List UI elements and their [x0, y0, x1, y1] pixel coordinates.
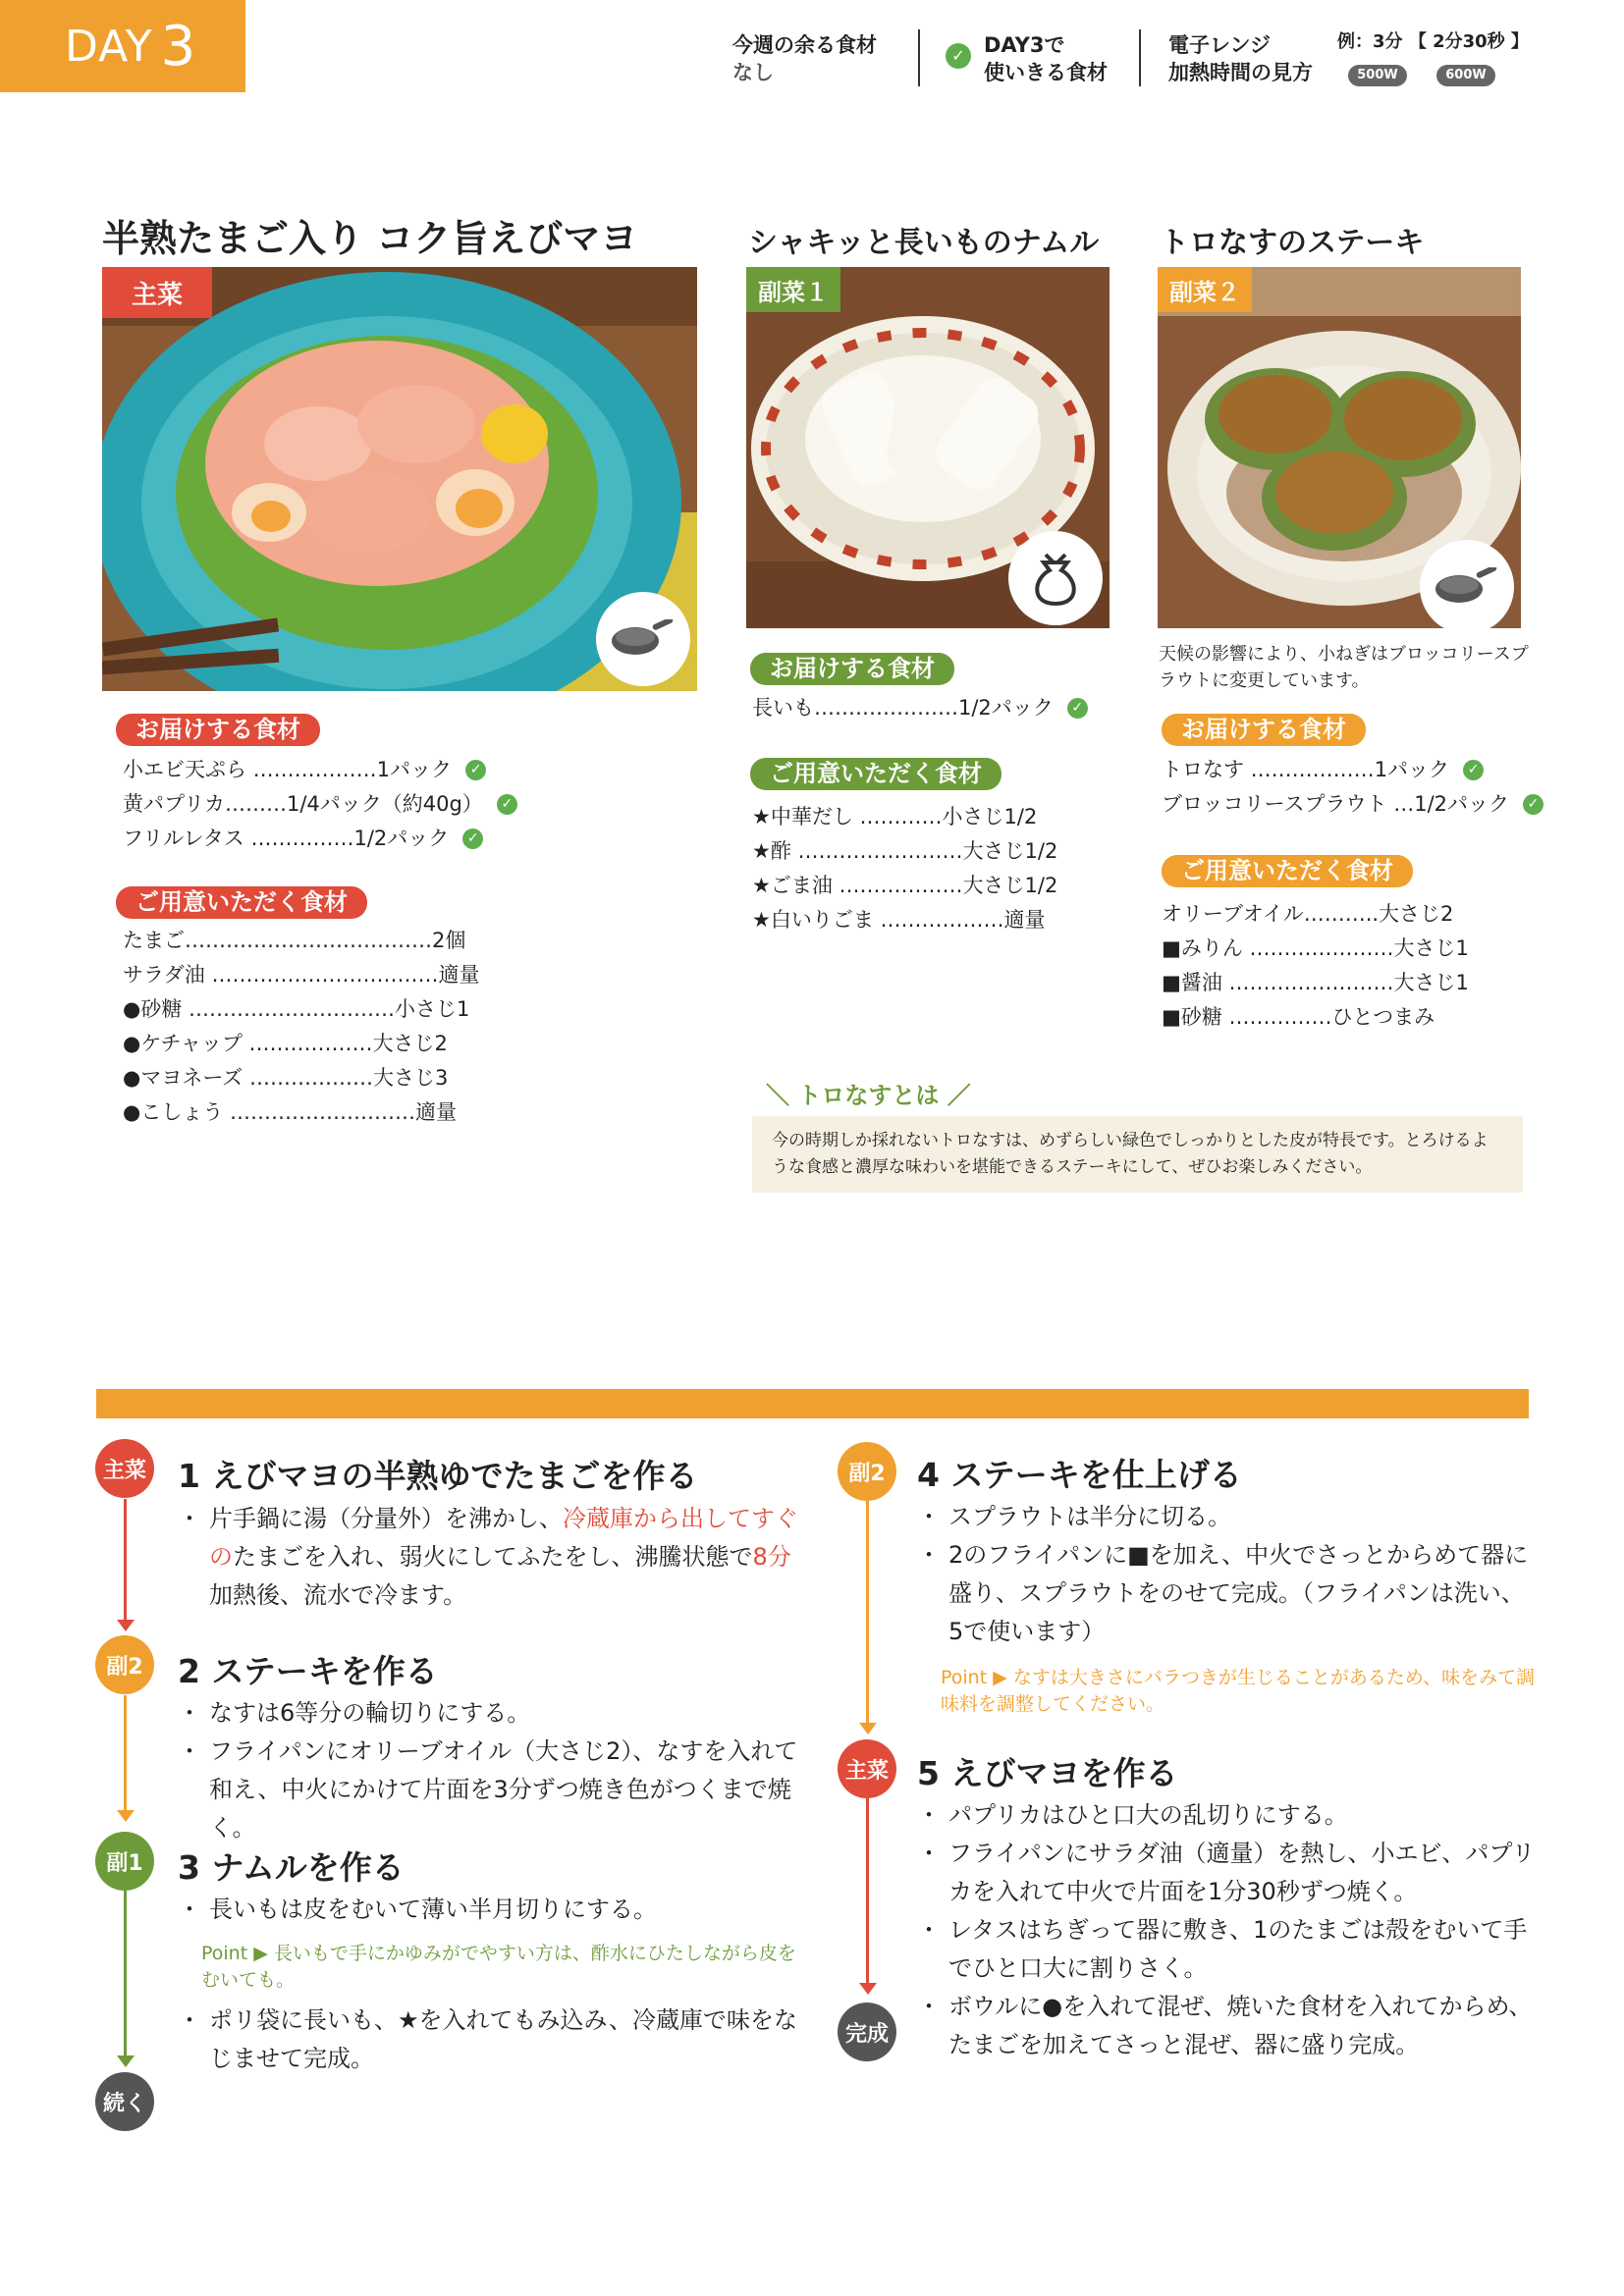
ingredient-row	[1162, 753, 1543, 787]
side2-change-note: 天候の影響により、小ねぎはブロッコリースプラウトに変更しています。	[1159, 644, 1529, 691]
side1-recipe-title: シャキッと長いものナムル	[748, 226, 1100, 260]
ingredient-qty: 適量	[438, 963, 480, 987]
side1-delivered-heading: お届けする食材	[750, 653, 954, 685]
ingredient-row	[123, 822, 517, 856]
timeline-connector	[866, 1501, 869, 1731]
bullet-highlight: 冷蔵庫から出してすぐの	[209, 1505, 798, 1571]
arrow-down-icon	[117, 1810, 135, 1822]
watt-600-pill: 600W	[1436, 65, 1495, 86]
main-dish-tag: 主菜	[102, 267, 212, 318]
bag-icon	[1008, 531, 1103, 625]
ingredient-name: 黄パプリカ………	[123, 792, 287, 816]
ingredient-name: ブロッコリースプラウト …	[1162, 792, 1415, 816]
ingredient-name: ●ケチャップ ………………	[123, 1032, 373, 1055]
side2-dish-tag: 副菜２	[1158, 267, 1252, 312]
ingredient-name: ★中華だし …………	[752, 805, 943, 828]
step1-title: 1 えびマヨの半熟ゆでたまごを作る	[178, 1457, 698, 1495]
step-bullet: ・ なすは6等分の輪切りにする。	[178, 1694, 816, 1733]
ingredient-name: ★ごま油 ………………	[752, 874, 963, 897]
check-icon: ✓	[1523, 794, 1543, 815]
ingredient-name: ■醤油 ……………………	[1162, 971, 1394, 994]
ingredient-name: ★白いりごま ………………	[752, 908, 1004, 932]
day-badge	[0, 0, 245, 92]
ingredient-row	[752, 800, 1057, 834]
header-divider	[1139, 29, 1141, 86]
step1-bullets	[178, 1500, 811, 1615]
bullet-text: 片手鍋に湯（分量外）を沸かし、	[209, 1505, 563, 1532]
step5-badge: 主菜	[838, 1739, 896, 1798]
ingredient-row	[123, 1095, 479, 1130]
ingredient-qty: 大さじ1	[1393, 936, 1469, 960]
timeline-connector	[124, 1695, 127, 1818]
ingredient-name: トロなす ………………	[1162, 758, 1375, 781]
step1-badge: 主菜	[95, 1439, 154, 1498]
watt-500-pill: 500W	[1348, 65, 1407, 86]
ingredient-qty: 1パック	[376, 758, 453, 781]
ingredient-qty: 大さじ2	[372, 1032, 448, 1055]
side2-prepare-heading: ご用意いただく食材	[1162, 855, 1413, 887]
step4-badge: 副2	[838, 1442, 896, 1501]
step3-badge: 副1	[95, 1832, 154, 1891]
step2-bullets	[178, 1694, 816, 1847]
ingredient-qty: 1/2パック	[958, 696, 1054, 720]
check-icon: ✓	[497, 794, 517, 815]
example-a: 3分	[1373, 31, 1403, 52]
useup-line1: DAY3で	[984, 33, 1065, 57]
ingredient-row	[123, 924, 479, 958]
step-bullet: ・ フライパンにサラダ油（適量）を熱し、小エビ、パプリカを入れて中火で片面を1分30秒ずつ焼く。	[917, 1835, 1540, 1911]
ingredient-row	[752, 691, 1088, 725]
step2-title: 2 ステーキを作る	[178, 1652, 438, 1690]
leftover-value: なし	[732, 61, 774, 84]
microwave-line2: 加熱時間の見方	[1168, 61, 1313, 84]
ingredient-qty: 1/2パック	[353, 827, 450, 850]
ingredient-qty: 適量	[1003, 908, 1046, 932]
arrow-down-icon	[117, 2056, 135, 2067]
ingredient-name: ■砂糖 ……………	[1162, 1005, 1332, 1029]
ingredient-qty: 1パック	[1374, 758, 1450, 781]
main-recipe-title: 半熟たまご入り コク旨えびマヨ	[102, 217, 638, 260]
day-label: DAY	[65, 21, 153, 72]
ingredient-name: ■みりん …………………	[1162, 936, 1394, 960]
side2-delivered-heading: お届けする食材	[1162, 714, 1366, 746]
timeline-connector	[124, 1499, 127, 1628]
ingredient-row	[123, 1061, 479, 1095]
step-bullet: ・ スプラウトは半分に切る。	[917, 1498, 1540, 1536]
header-divider	[918, 29, 920, 86]
example-label: 例：	[1337, 31, 1373, 52]
ingredient-qty: 2個	[432, 929, 466, 952]
ingredient-row	[123, 753, 517, 787]
step3-point: Point ▶ 長いもで手にかゆみがでやすい方は、酢水にひたしながら皮をむいても。	[201, 1943, 796, 1991]
step4-point: Point ▶ なすは大きさにバラつきが生じることがあるため、味をみて調味料を調整してください。	[941, 1667, 1536, 1715]
ingredient-qty: 大さじ2	[1379, 902, 1454, 926]
toronasu-heading: ＼ トロなすとは ／	[766, 1082, 971, 1109]
arrow-down-icon	[117, 1620, 135, 1631]
check-icon: ✓	[462, 828, 483, 849]
ingredient-row	[123, 1027, 479, 1061]
ingredient-name: オリーブオイル………..	[1162, 902, 1380, 926]
ingredient-qty: 小さじ1	[395, 997, 470, 1021]
ingredient-row	[1162, 787, 1543, 822]
ingredient-row	[123, 787, 517, 822]
check-icon: ✓	[946, 43, 971, 69]
step-bullet: ・ パプリカはひと口大の乱切りにする。	[917, 1796, 1540, 1835]
steps-divider-bar	[96, 1389, 1529, 1418]
ingredient-name: ●砂糖 …………………………	[123, 997, 395, 1021]
ingredient-name: サラダ油 ……………………………	[123, 963, 439, 987]
step-bullet: ・ フライパンにオリーブオイル（大さじ2）、なすを入れて和え、中火にかけて片面を3分ずつ焼き色がつくまで焼く。	[178, 1733, 816, 1847]
ingredient-name: たまご………………………………	[123, 929, 432, 952]
ingredient-qty: 大さじ1/2	[962, 874, 1058, 897]
useup-block	[984, 31, 1108, 86]
ingredient-qty: 1/2パック	[1414, 792, 1510, 816]
microwave-line1: 電子レンジ	[1168, 33, 1271, 57]
leftover-block	[732, 31, 877, 86]
ingredient-row	[1162, 897, 1469, 932]
ingredient-qty: 大さじ1/2	[962, 839, 1058, 863]
side2-delivered-list	[1162, 753, 1543, 822]
ingredient-qty: 1/4パック（約40g）	[286, 792, 483, 816]
continue-badge: 続く	[95, 2072, 154, 2131]
ingredient-qty: 適量	[415, 1100, 457, 1124]
side1-dish-tag: 副菜１	[746, 267, 840, 312]
step-bullet: ・ ポリ袋に長いも、★を入れてもみ込み、冷蔵庫で味をなじませて完成。	[178, 2002, 811, 2078]
main-delivered-heading: お届けする食材	[116, 714, 320, 746]
step5-title: 5 えびマヨを作る	[917, 1754, 1178, 1792]
day-number: 3	[160, 14, 197, 79]
example-b: 【 2分30秒 】	[1408, 31, 1529, 52]
ingredient-row	[752, 903, 1057, 937]
step-bullet	[178, 1500, 811, 1615]
ingredient-row	[1162, 966, 1469, 1000]
ingredient-name: ●マヨネーズ ………………	[123, 1066, 373, 1090]
ingredient-name: ●こしょう ………………………	[123, 1100, 415, 1124]
step-bullet: ・ 2のフライパンに■を加え、中火でさっとからめて器に盛り、スプラウトをのせて完成。（フライパンは洗い、5で使います）	[917, 1536, 1540, 1651]
ingredient-row	[1162, 1000, 1469, 1035]
ingredient-row	[1162, 932, 1469, 966]
ingredient-row	[752, 869, 1057, 903]
ingredient-name: 小エビ天ぷら ………………	[123, 758, 377, 781]
arrow-down-icon	[859, 1983, 877, 1995]
step2-badge: 副2	[95, 1635, 154, 1694]
ingredient-qty: 大さじ3	[372, 1066, 449, 1090]
microwave-block	[1168, 31, 1313, 86]
step-bullet: ・ ボウルに●を入れて混ぜ、焼いた食材を入れてからめ、たまごを加えてさっと混ぜ、器に盛り完成。	[917, 1988, 1540, 2064]
check-icon: ✓	[1463, 760, 1484, 780]
step3-title: 3 ナムルを作る	[178, 1848, 405, 1887]
timeline-connector	[866, 1798, 869, 1991]
ingredient-row	[123, 992, 479, 1027]
ingredient-name: 長いも…………………	[752, 696, 958, 720]
ingredient-qty: ひとつまみ	[1331, 1005, 1435, 1029]
main-prepare-list	[123, 924, 479, 1130]
bullet-text: たまごを入れ、弱火にしてふたをし、沸騰状態で	[233, 1543, 753, 1571]
main-prepare-heading: ご用意いただく食材	[116, 886, 367, 919]
side2-prepare-list	[1162, 897, 1469, 1035]
ingredient-name: ★酢 ……………………	[752, 839, 963, 863]
leftover-title: 今週の余る食材	[732, 33, 877, 57]
main-delivered-list	[123, 753, 517, 856]
ingredient-row	[123, 958, 479, 992]
bullet-highlight: 8分	[752, 1543, 791, 1571]
ingredient-row	[752, 834, 1057, 869]
done-badge: 完成	[838, 2002, 896, 2061]
timeline-connector	[124, 1891, 127, 2062]
side2-recipe-title: トロなすのステーキ	[1160, 226, 1425, 260]
arrow-down-icon	[859, 1723, 877, 1735]
check-icon: ✓	[1067, 698, 1088, 719]
microwave-example	[1337, 27, 1529, 53]
side1-prepare-heading: ご用意いただく食材	[750, 758, 1001, 790]
step-bullet: ・ 長いもは皮をむいて薄い半月切りにする。	[178, 1891, 811, 1929]
side1-delivered-list	[752, 691, 1088, 725]
frying-pan-icon	[596, 592, 690, 686]
step3-bullets	[178, 1891, 811, 2078]
check-icon: ✓	[465, 760, 486, 780]
ingredient-name: フリルレタス ……………	[123, 827, 354, 850]
side1-prepare-list	[752, 800, 1057, 937]
bullet-text: 加熱後、流水で冷ます。	[209, 1581, 467, 1609]
step-bullet: ・ レタスはちぎって器に敷き、1のたまごは殻をむいて手でひと口大に割りさく。	[917, 1911, 1540, 1988]
ingredient-qty: 大さじ1	[1393, 971, 1469, 994]
toronasu-body: 今の時期しか採れないトロなすは、めずらしい緑色でしっかりとした皮が特長です。とろけるような食感と濃厚な味わいを堪能できるステーキにして、ぜひお楽しみください。	[752, 1116, 1523, 1193]
frying-pan-icon	[1420, 540, 1514, 634]
ingredient-qty: 小さじ1/2	[942, 805, 1038, 828]
step4-title: 4 ステーキを仕上げる	[917, 1456, 1242, 1494]
step4-bullets	[917, 1498, 1540, 1718]
useup-line2: 使いきる食材	[984, 61, 1108, 84]
step5-bullets	[917, 1796, 1540, 2064]
